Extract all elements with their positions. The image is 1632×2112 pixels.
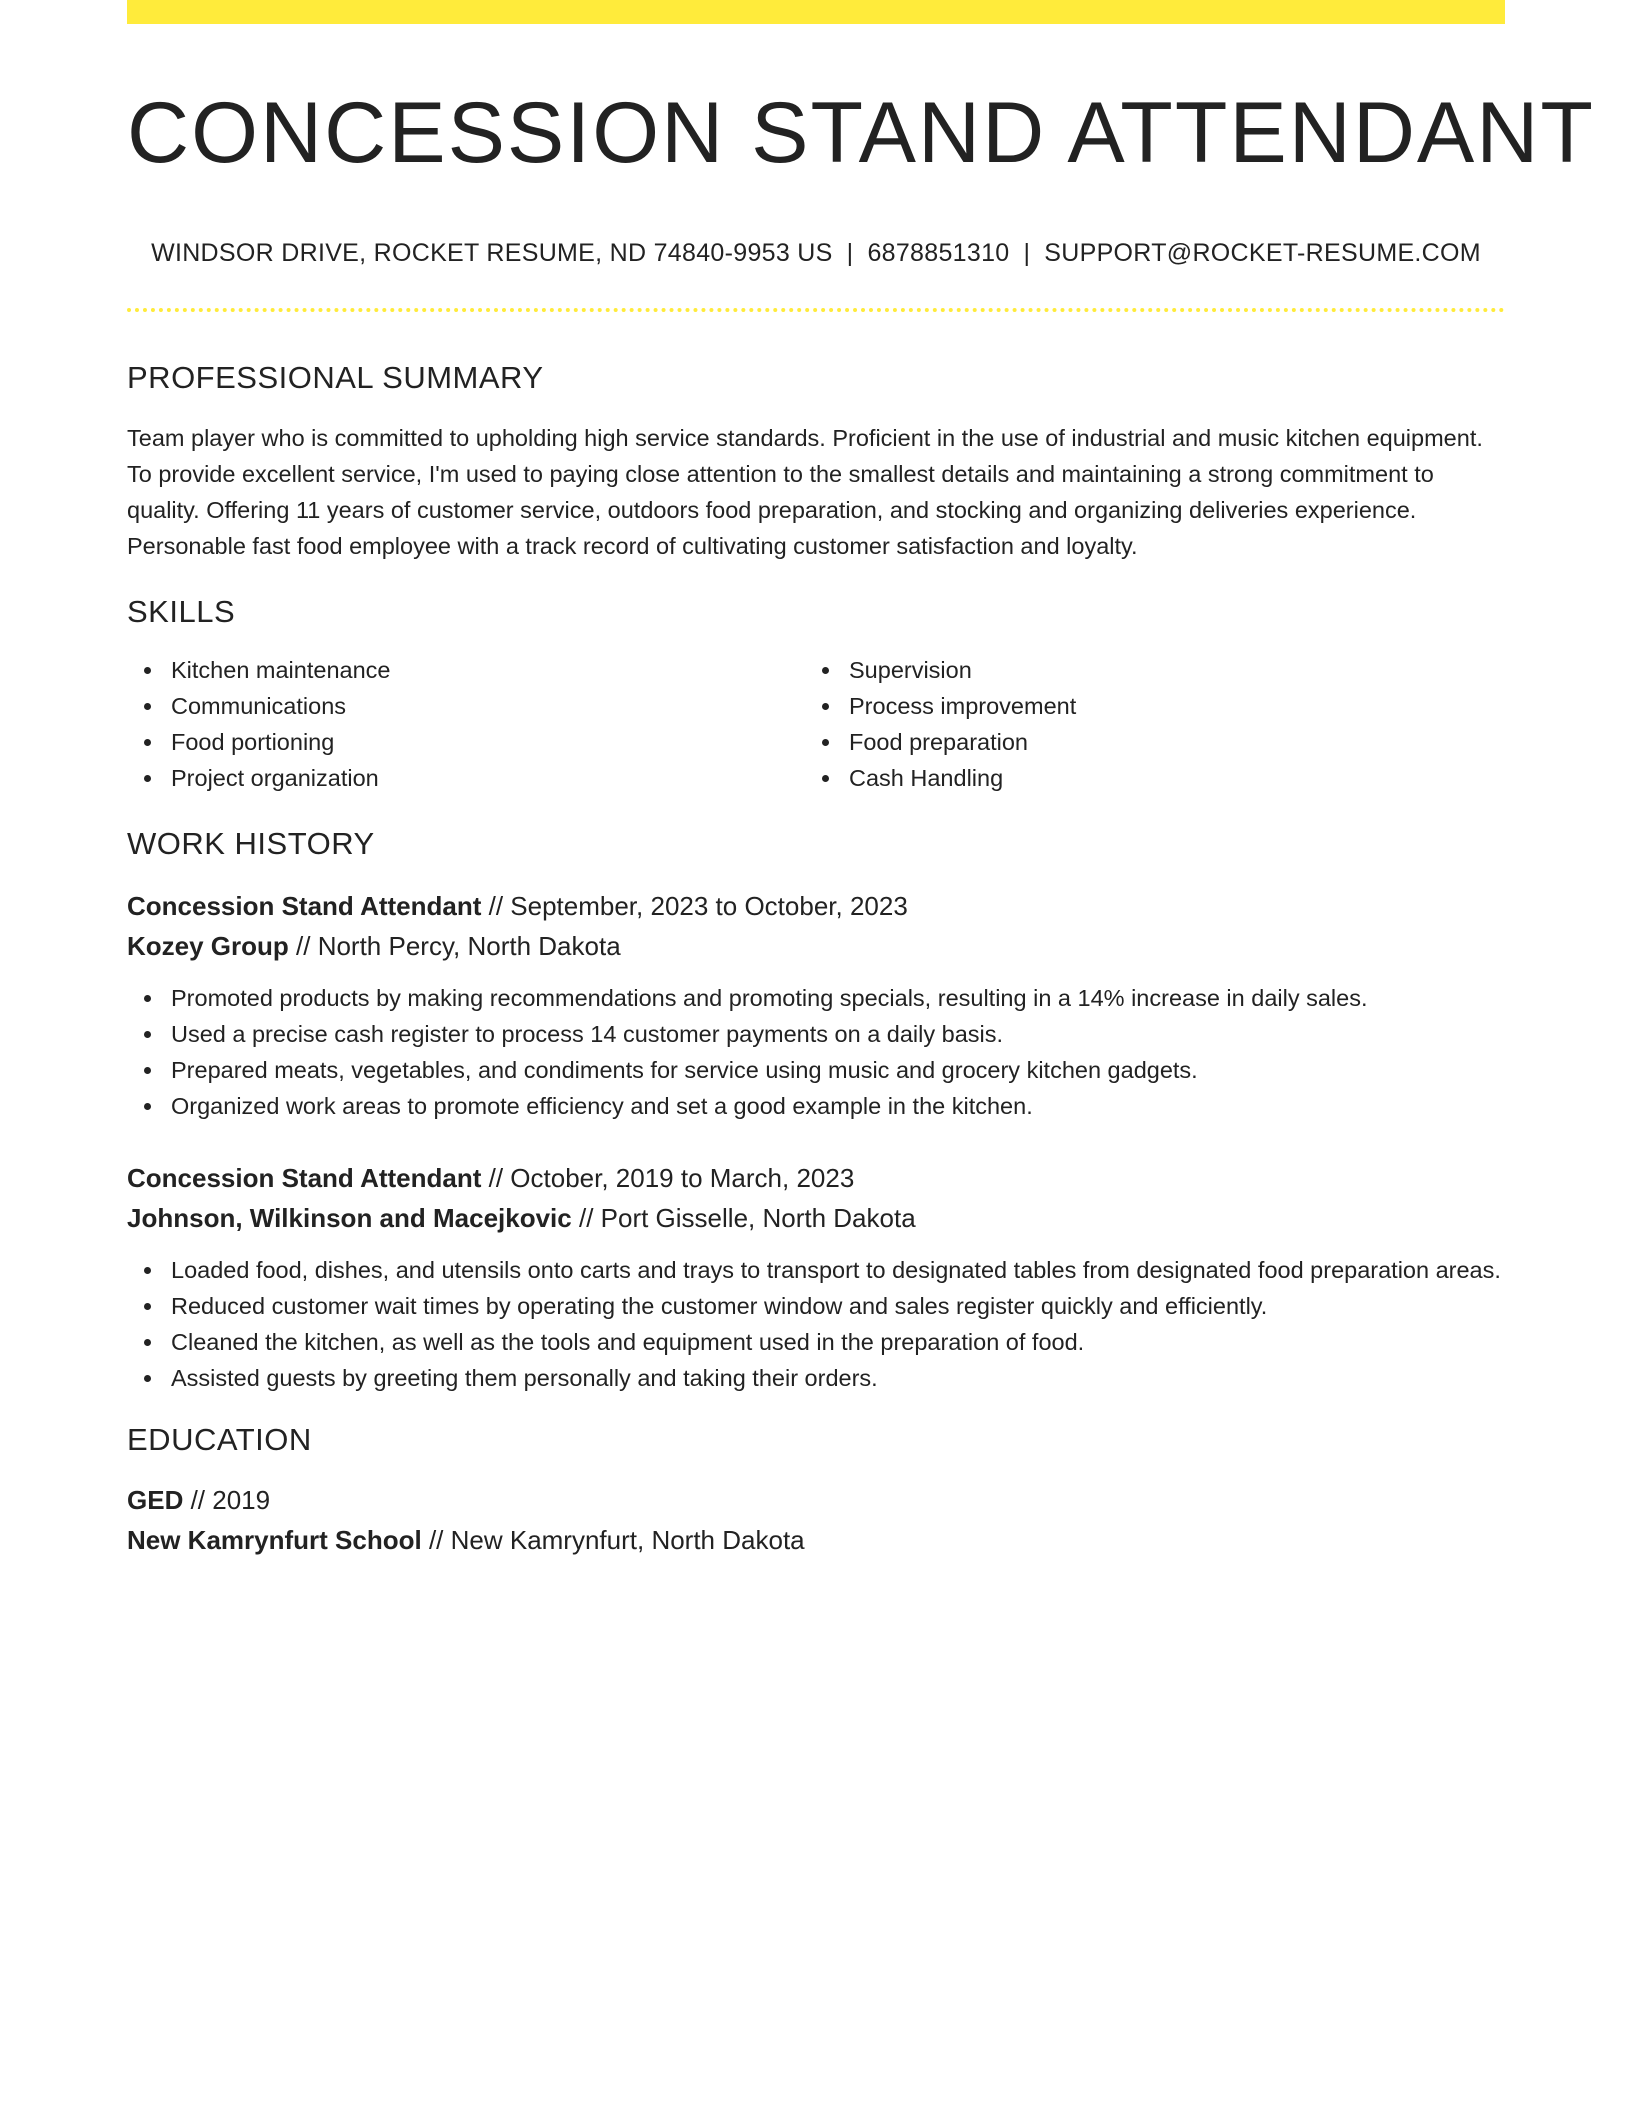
job-company-line [127, 926, 1505, 966]
education-school-line [127, 1520, 1505, 1560]
summary-heading: PROFESSIONAL SUMMARY [127, 359, 544, 395]
job-bullet: Organized work areas to promote efficiency and set a good example in the kitchen. [127, 1088, 1505, 1124]
resume-name-heading: CONCESSION STAND ATTENDANT [127, 85, 1595, 181]
contact-phone: 6878851310 [867, 238, 1010, 267]
education-degree: GED [127, 1484, 184, 1515]
accent-top-bar [127, 0, 1505, 24]
job-title-line [127, 886, 1505, 926]
education-school: New Kamrynfurt School [127, 1524, 422, 1555]
job-role: Concession Stand Attendant [127, 890, 482, 921]
skill-item: Food preparation [805, 724, 1483, 760]
job-bullet: Assisted guests by greeting them personally and taking their orders. [127, 1360, 1505, 1396]
summary-text: Team player who is committed to upholding high service standards. Proficient in the use of industrial and music kitchen equipment. To provide excellent service, I'm used to paying close attention to the smallest details and maintaining a strong commitment to quality. Offering 11 years of customer service, outdoors food preparation, and stocking and organizing deliveries experience. Personable fast food employee with a track record of cultivating customer satisfaction and loyalty. [127, 424, 1483, 559]
contact-separator: | [1023, 238, 1031, 267]
job-bullets [127, 980, 1505, 1124]
job-bullet: Prepared meats, vegetables, and condiments for service using music and grocery kitchen gadgets. [127, 1052, 1505, 1088]
dotted-divider [127, 308, 1505, 312]
job-company: Johnson, Wilkinson and Macejkovic [127, 1202, 572, 1233]
skill-item: Supervision [805, 652, 1483, 688]
job-entry [127, 886, 1505, 1124]
skills-list [127, 652, 1505, 796]
job-bullet: Cleaned the kitchen, as well as the tools and equipment used in the preparation of food. [127, 1324, 1505, 1360]
job-company-line [127, 1198, 1505, 1238]
job-dates: // September, 2023 to October, 2023 [481, 890, 908, 921]
contact-separator: | [846, 238, 854, 267]
skill-item: Kitchen maintenance [127, 652, 805, 688]
job-bullet: Promoted products by making recommendations and promoting specials, resulting in a 14% increase in daily sales. [127, 980, 1505, 1016]
education-entry [127, 1480, 1505, 1560]
contact-line [127, 239, 1505, 268]
job-role: Concession Stand Attendant [127, 1162, 482, 1193]
work-history-heading: WORK HISTORY [127, 825, 375, 861]
education-heading: EDUCATION [127, 1421, 312, 1457]
job-location: // Port Gisselle, North Dakota [571, 1202, 916, 1233]
job-bullets [127, 1252, 1505, 1396]
job-bullet: Reduced customer wait times by operating the customer window and sales register quickly and efficiently. [127, 1288, 1505, 1324]
skill-item: Cash Handling [805, 760, 1483, 796]
skill-item: Food portioning [127, 724, 805, 760]
skills-column-left [127, 652, 805, 796]
contact-email: SUPPORT@ROCKET-RESUME.COM [1044, 238, 1481, 267]
job-company: Kozey Group [127, 930, 289, 961]
job-title-line [127, 1158, 1505, 1198]
job-location: // North Percy, North Dakota [288, 930, 621, 961]
job-dates: // October, 2019 to March, 2023 [481, 1162, 855, 1193]
education-location: // New Kamrynfurt, North Dakota [421, 1524, 805, 1555]
job-bullet: Loaded food, dishes, and utensils onto carts and trays to transport to designated tables from designated food preparation areas. [127, 1252, 1505, 1288]
job-entry [127, 1158, 1505, 1396]
skill-item: Communications [127, 688, 805, 724]
skill-item: Project organization [127, 760, 805, 796]
contact-address: WINDSOR DRIVE, ROCKET RESUME, ND 74840-9953 US [151, 238, 833, 267]
education-year: // 2019 [183, 1484, 271, 1515]
resume-page [127, 0, 1595, 1560]
job-bullet: Used a precise cash register to process 14 customer payments on a daily basis. [127, 1016, 1505, 1052]
skill-item: Process improvement [805, 688, 1483, 724]
education-degree-line [127, 1480, 1505, 1520]
skills-heading: SKILLS [127, 593, 236, 629]
skills-column-right [805, 652, 1483, 796]
